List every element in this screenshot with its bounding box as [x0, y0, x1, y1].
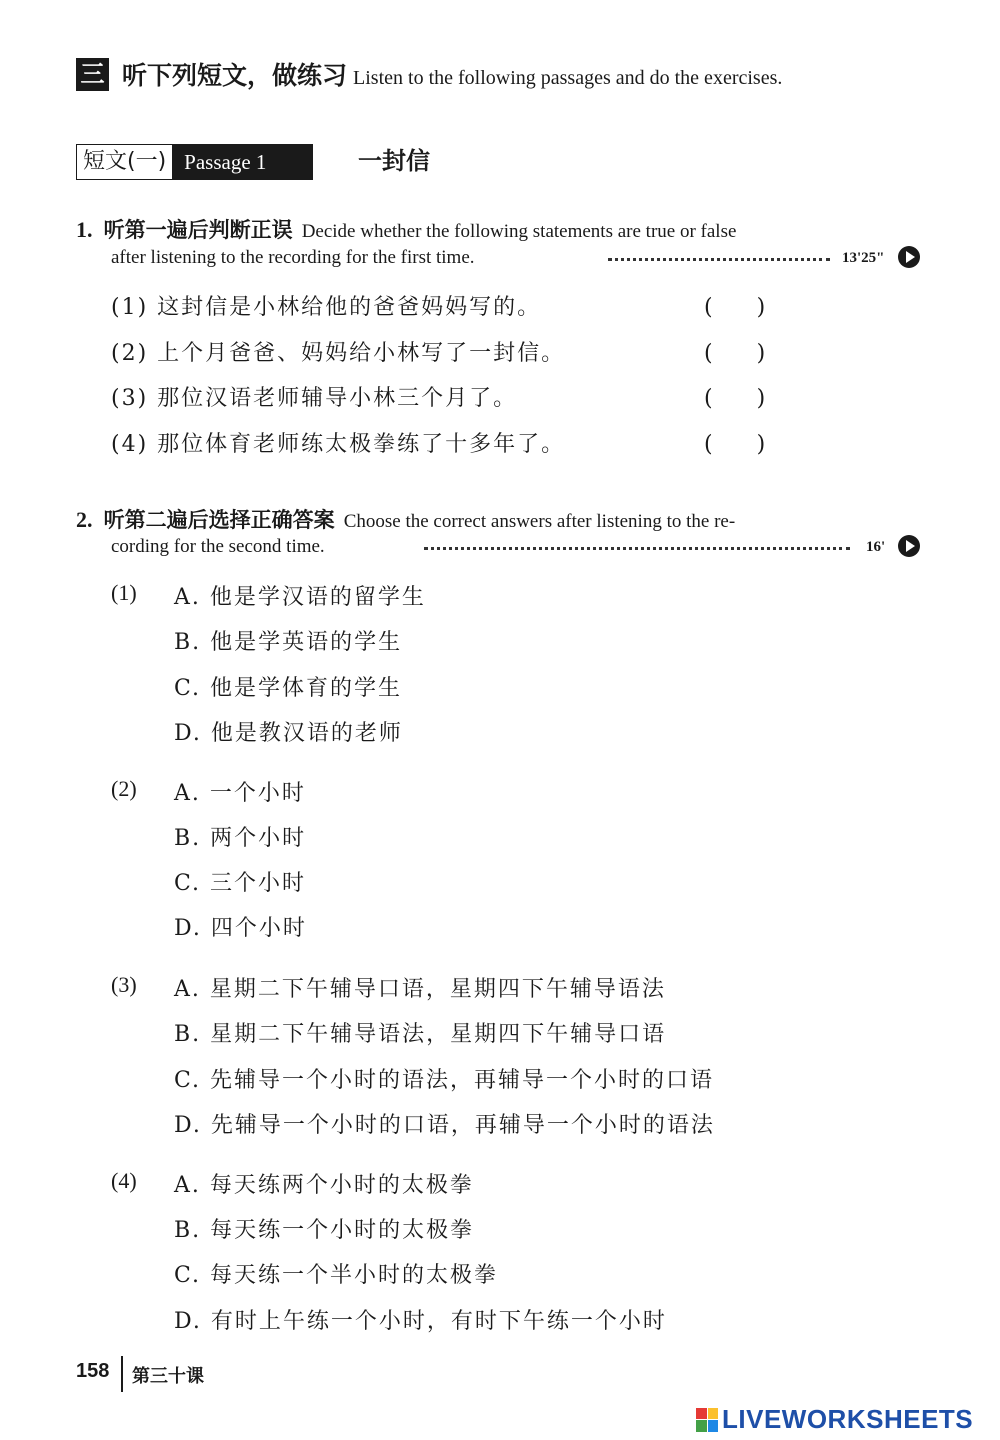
q2-option[interactable]: D. 四个小时 [174, 916, 307, 941]
q1-play-icon[interactable] [898, 246, 920, 268]
q1-item-label: (2) [111, 341, 149, 366]
passage-title: 一封信 [358, 146, 430, 175]
q1-item-text: 上个月爸爸、妈妈给小林写了一封信。 [157, 341, 566, 366]
page-number: 158 [76, 1360, 110, 1382]
section-badge: 三 [76, 58, 109, 91]
footer-divider [121, 1356, 123, 1392]
q1-item-label: (3) [111, 386, 149, 411]
liveworksheets-watermark [696, 1404, 973, 1435]
q1-answer-blank-2[interactable]: ( ) [704, 341, 766, 366]
q1-number: 1. [76, 217, 93, 242]
q2-option[interactable]: B. 每天练一个小时的太极拳 [174, 1218, 475, 1243]
q1-title-en-a: Decide whether the following statements are true or false [301, 221, 737, 242]
section-title [122, 58, 782, 96]
q2-dotted-leader [424, 547, 850, 550]
q1-dotted-leader [608, 258, 830, 261]
q1-header [76, 214, 736, 244]
passage-tag-en: Passage 1 [172, 145, 312, 179]
q2-option[interactable]: C. 他是学体育的学生 [174, 676, 403, 701]
q2-title-cn: 听第二遍后选择正确答案 [103, 508, 335, 532]
q1-item-2 [111, 336, 565, 367]
q1-item-text: 那位体育老师练太极拳练了十多年了。 [157, 432, 566, 457]
passage-tag-cn: 短文(一) [83, 149, 167, 174]
q2-option[interactable]: B. 两个小时 [174, 826, 307, 851]
liveworksheets-logo-icon [696, 1408, 718, 1432]
q2-option[interactable]: C. 每天练一个半小时的太极拳 [174, 1263, 499, 1288]
q2-option[interactable]: C. 三个小时 [174, 871, 307, 896]
lesson-label: 第三十课 [132, 1366, 204, 1387]
q1-item-label: (4) [111, 432, 149, 457]
q2-option[interactable]: A. 一个小时 [174, 781, 306, 806]
q2-header [76, 504, 735, 534]
q1-answer-blank-4[interactable]: ( ) [704, 432, 766, 457]
q2-option[interactable]: A. 每天练两个小时的太极拳 [174, 1173, 474, 1198]
passage-tag [76, 144, 313, 180]
q2-option[interactable]: B. 他是学英语的学生 [174, 630, 403, 655]
q1-item-3 [111, 381, 517, 412]
q2-group-label: (4) [111, 1168, 137, 1193]
q1-item-text: 那位汉语老师辅导小林三个月了。 [157, 386, 518, 411]
section-title-cn: 听下列短文，做练习 [122, 61, 348, 90]
q2-option[interactable]: C. 先辅导一个小时的语法，再辅导一个小时的口语 [174, 1068, 715, 1093]
q2-title-en-a: Choose the correct answers after listening to the re- [343, 511, 736, 532]
q2-play-icon[interactable] [898, 535, 920, 557]
q1-answer-blank-1[interactable]: ( ) [704, 295, 766, 320]
q1-item-4 [111, 427, 565, 458]
q1-answer-blank-3[interactable]: ( ) [704, 386, 766, 411]
q2-group-label: (2) [111, 776, 137, 801]
q2-option[interactable]: D. 先辅导一个小时的口语，再辅导一个小时的语法 [174, 1113, 715, 1138]
q1-title-en-b: after listening to the recording for the first time. [111, 247, 475, 268]
q2-option[interactable]: B. 星期二下午辅导语法，星期四下午辅导口语 [174, 1022, 667, 1047]
q2-option[interactable]: A. 星期二下午辅导口语，星期四下午辅导语法 [174, 977, 666, 1002]
q2-group-label: (3) [111, 972, 137, 997]
q1-title-cn: 听第一遍后判断正误 [103, 218, 293, 242]
q1-audio-time: 13'25" [842, 250, 885, 266]
q2-option[interactable]: A. 他是学汉语的留学生 [174, 585, 426, 610]
q1-item-1 [111, 290, 541, 321]
brand-text: LIVEWORKSHEETS [722, 1404, 974, 1434]
q1-item-label: (1) [111, 295, 149, 320]
q2-number: 2. [76, 507, 93, 532]
q1-item-text: 这封信是小林给他的爸爸妈妈写的。 [157, 295, 542, 320]
q2-audio-time: 16' [866, 539, 886, 555]
q2-title-en-b: cording for the second time. [111, 536, 325, 557]
section-title-en: Listen to the following passages and do the exercises. [353, 67, 783, 89]
q2-group-label: (1) [111, 580, 137, 605]
q2-option[interactable]: D. 有时上午练一个小时，有时下午练一个小时 [174, 1309, 667, 1334]
q2-option[interactable]: D. 他是教汉语的老师 [174, 721, 403, 746]
